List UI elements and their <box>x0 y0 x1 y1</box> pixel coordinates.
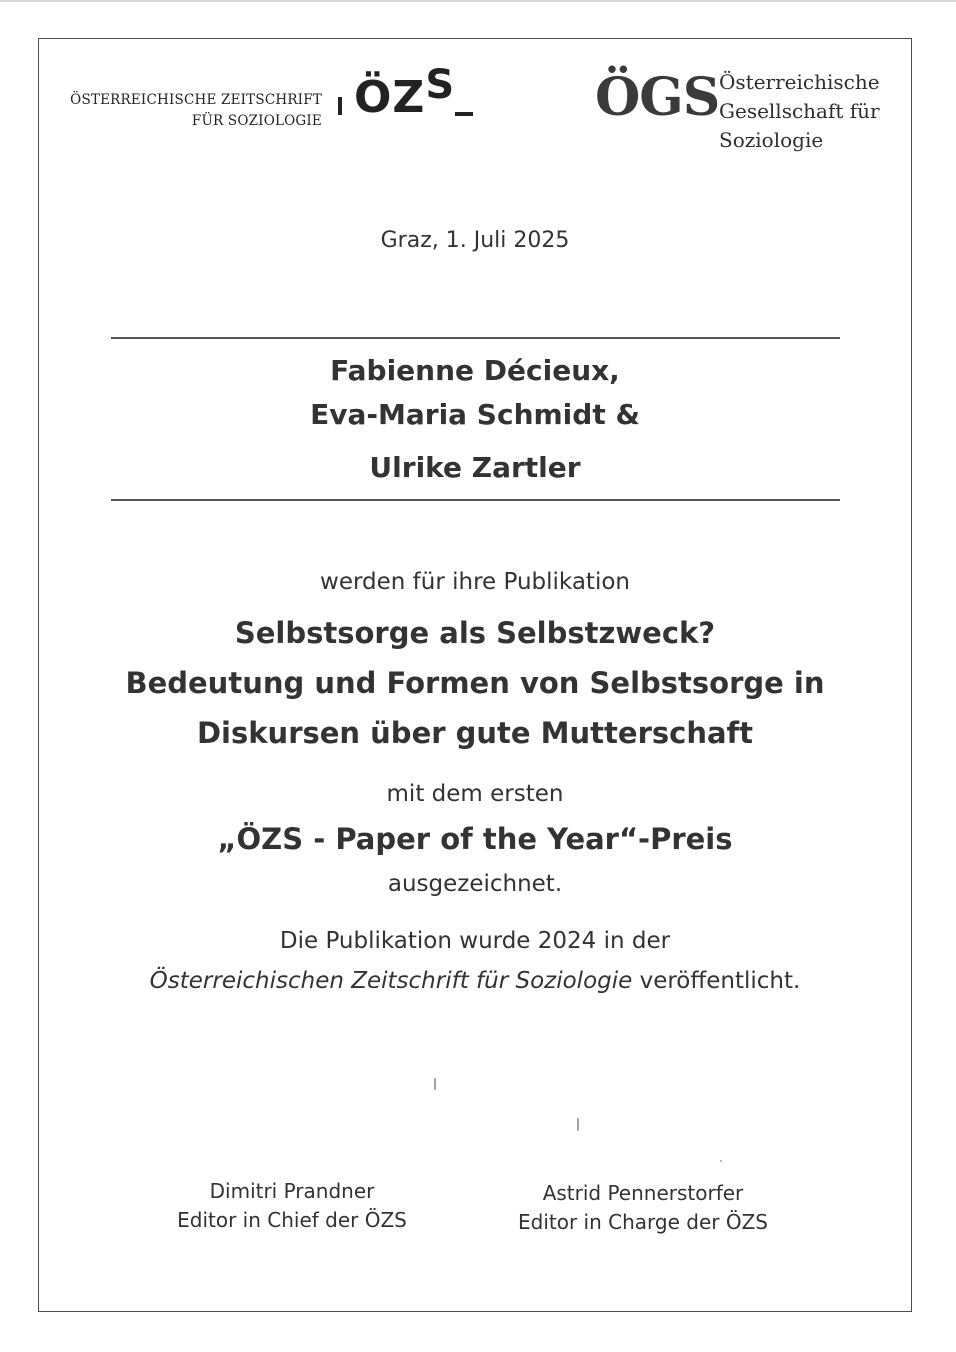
with-first-text: mit dem ersten <box>386 781 564 807</box>
certificate-date: Graz, 1. Juli 2025 <box>380 228 570 253</box>
scan-speck <box>577 1118 579 1131</box>
signature-block-right <box>483 1179 803 1237</box>
oezs-logo-raised-letter: S <box>425 62 456 108</box>
publication-info-line-2 <box>38 968 912 994</box>
oezs-logo-letters: ÖZ <box>354 72 426 123</box>
oegs-logo-mark: ÖGS <box>595 67 720 128</box>
publication-title-line-1: Selbstsorge als Selbstzweck? <box>234 616 716 650</box>
awarded-text: ausgezeichnet. <box>387 871 563 897</box>
oezs-logo-mark <box>354 62 456 129</box>
authors-top-rule <box>111 337 840 339</box>
authors-bottom-rule <box>111 499 840 501</box>
intro-text: werden für ihre Publikation <box>320 569 630 595</box>
scan-speck <box>434 1078 436 1090</box>
oezs-logo-wordmark <box>70 90 322 132</box>
signature-block-left <box>132 1177 452 1235</box>
signatory-name: Astrid Pennerstorfer <box>542 1181 744 1205</box>
publication-title-line-2: Bedeutung und Formen von Selbstsorge in <box>125 666 825 700</box>
author-1: Fabienne Décieux, <box>330 354 620 387</box>
signatory-role: Editor in Charge der ÖZS <box>518 1210 768 1234</box>
oezs-wordmark-line1: ÖSTERREICHISCHE ZEITSCHRIFT <box>70 92 322 108</box>
oezs-logo-bar <box>338 97 342 115</box>
journal-name: Österreichischen Zeitschrift für Soziologie <box>149 968 633 994</box>
oegs-name-line1: Österreichische <box>719 70 880 94</box>
publication-info-line-1: Die Publikation wurde 2024 in der <box>279 928 671 954</box>
publication-title-line-3: Diskursen über gute Mutterschaft <box>196 716 754 750</box>
signatory-name: Dimitri Prandner <box>209 1179 375 1203</box>
oegs-logo-name <box>719 68 880 155</box>
scan-edge-line <box>0 0 956 2</box>
oegs-name-line3: Soziologie <box>719 128 824 152</box>
oezs-wordmark-line2: FÜR SOZIOLOGIE <box>191 113 322 129</box>
oegs-name-line2: Gesellschaft für <box>719 99 880 123</box>
publication-info-suffix: veröffentlicht. <box>632 968 801 994</box>
scan-speck <box>720 1160 722 1162</box>
author-2: Eva-Maria Schmidt & <box>310 398 640 431</box>
oezs-logo-dash <box>455 112 473 116</box>
prize-name: „ÖZS - Paper of the Year“-Preis <box>217 822 733 856</box>
author-3: Ulrike Zartler <box>369 451 581 484</box>
signatory-role: Editor in Chief der ÖZS <box>177 1208 407 1232</box>
